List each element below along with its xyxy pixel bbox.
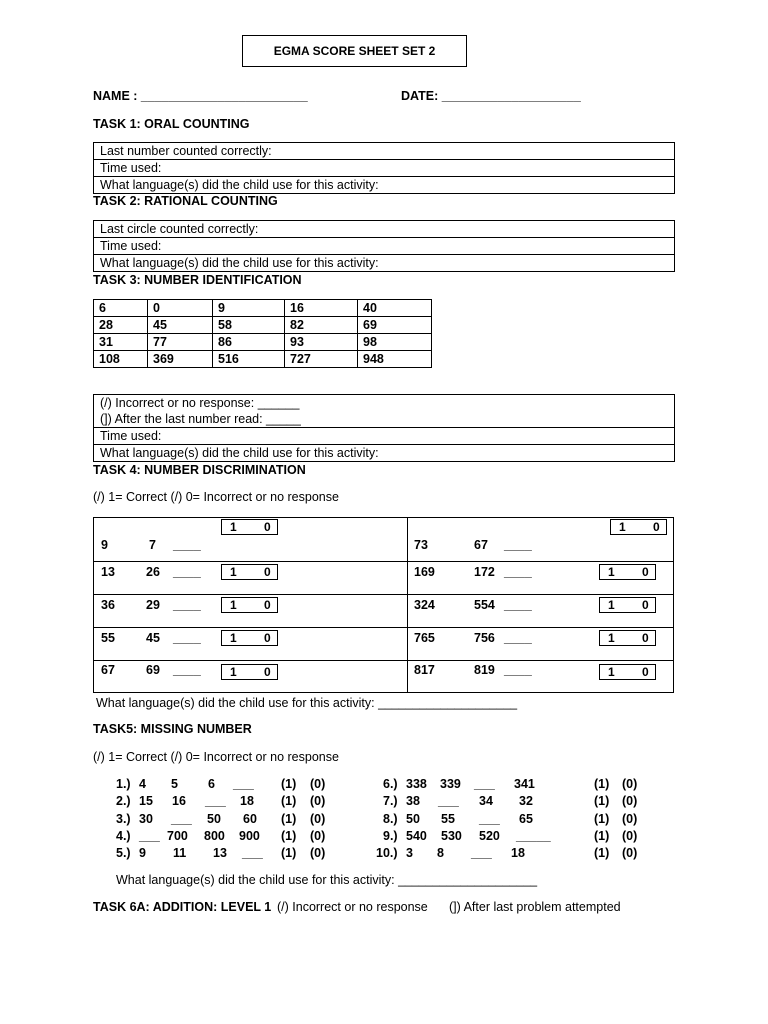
- grid-cell: 82: [285, 317, 358, 334]
- pair-left-3-b: 29: [146, 598, 160, 612]
- date-field-label: DATE: ____________________: [401, 89, 581, 103]
- answer-blank[interactable]: ____: [504, 565, 532, 579]
- task4-discrimination-table: [93, 517, 674, 693]
- pair-left-4-a: 55: [101, 631, 115, 645]
- task1-row-last-number: Last number counted correctly:: [94, 143, 675, 160]
- answer-blank[interactable]: ____: [504, 598, 532, 612]
- score-box[interactable]: 1 0: [599, 597, 656, 613]
- pair-right-2-b: 172: [474, 565, 495, 579]
- task1-table: [93, 142, 675, 194]
- grid-cell: 31: [94, 334, 148, 351]
- pair-right-4-b: 756: [474, 631, 495, 645]
- grid-cell: 86: [213, 334, 285, 351]
- score-box[interactable]: 1 0: [599, 664, 656, 680]
- grid-cell: 58: [213, 317, 285, 334]
- grid-cell: 45: [148, 317, 213, 334]
- task4-legend: (/) 1= Correct (/) 0= Incorrect or no response: [93, 490, 339, 504]
- task5-language-line: What language(s) did the child use for this activity: ____________________: [116, 873, 538, 887]
- task4-language-line: What language(s) did the child use for this activity: ____________________: [96, 696, 518, 710]
- pair-left-5-b: 69: [146, 663, 160, 677]
- task1-row-language: What language(s) did the child use for this activity:: [94, 177, 675, 194]
- pair-left-2-b: 26: [146, 565, 160, 579]
- score-box[interactable]: 1 0: [599, 630, 656, 646]
- grid-cell: 98: [358, 334, 432, 351]
- answer-blank[interactable]: ____: [173, 598, 201, 612]
- pair-left-3-a: 36: [101, 598, 115, 612]
- task6a-note-last-problem: (]) After last problem attempted: [449, 900, 621, 914]
- task1-row-time: Time used:: [94, 160, 675, 177]
- task3-row-language: What language(s) did the child use for this activity:: [94, 445, 675, 462]
- answer-blank[interactable]: ____: [173, 565, 201, 579]
- grid-cell: 369: [148, 351, 213, 368]
- grid-cell: 69: [358, 317, 432, 334]
- task6a-heading: TASK 6A: ADDITION: LEVEL 1: [93, 900, 272, 914]
- grid-cell: 948: [358, 351, 432, 368]
- score-box[interactable]: 1 0: [599, 564, 656, 580]
- answer-blank[interactable]: ____: [173, 631, 201, 645]
- grid-cell: 6: [94, 300, 148, 317]
- task2-heading: TASK 2: RATIONAL COUNTING: [93, 194, 278, 208]
- grid-cell: 77: [148, 334, 213, 351]
- pair-left-2-a: 13: [101, 565, 115, 579]
- pair-right-3-b: 554: [474, 598, 495, 612]
- pair-right-5-b: 819: [474, 663, 495, 677]
- task6a-note-incorrect: (/) Incorrect or no response: [277, 900, 428, 914]
- pair-right-5-a: 817: [414, 663, 435, 677]
- pair-left-5-a: 67: [101, 663, 115, 677]
- task3-heading: TASK 3: NUMBER IDENTIFICATION: [93, 273, 302, 287]
- task3-number-grid: [93, 299, 432, 368]
- pair-right-3-a: 324: [414, 598, 435, 612]
- task3-row-incorrect: (/) Incorrect or no response: ______: [94, 395, 675, 412]
- pair-right-1-a: 73: [414, 538, 428, 552]
- pair-right-1-b: 67: [474, 538, 488, 552]
- name-field-label: NAME : ________________________: [93, 89, 308, 103]
- score-box[interactable]: 1 0: [221, 564, 278, 580]
- grid-cell: 9: [213, 300, 285, 317]
- task3-row-last-read: (]) After the last number read: _____: [94, 411, 675, 428]
- pair-right-2-a: 169: [414, 565, 435, 579]
- task1-heading: TASK 1: ORAL COUNTING: [93, 117, 250, 131]
- grid-cell: 516: [213, 351, 285, 368]
- pair-left-1-a: 9: [101, 538, 108, 552]
- task2-table: [93, 220, 675, 272]
- answer-blank[interactable]: ____: [504, 538, 532, 552]
- answer-blank[interactable]: ____: [173, 663, 201, 677]
- grid-cell: 93: [285, 334, 358, 351]
- task4-heading: TASK 4: NUMBER DISCRIMINATION: [93, 463, 306, 477]
- score-box[interactable]: 1 0: [221, 519, 278, 535]
- pair-left-1-b: 7: [149, 538, 156, 552]
- score-box[interactable]: 1 0: [221, 664, 278, 680]
- task5-legend: (/) 1= Correct (/) 0= Incorrect or no response: [93, 750, 339, 764]
- pair-right-4-a: 765: [414, 631, 435, 645]
- grid-cell: 108: [94, 351, 148, 368]
- task2-row-time: Time used:: [94, 238, 675, 255]
- answer-blank[interactable]: ____: [504, 663, 532, 677]
- task5-heading: TASK5: MISSING NUMBER: [93, 722, 252, 736]
- task2-row-language: What language(s) did the child use for this activity:: [94, 255, 675, 272]
- task3-row-time: Time used:: [94, 428, 675, 445]
- pair-left-4-b: 45: [146, 631, 160, 645]
- grid-cell: 40: [358, 300, 432, 317]
- task3-info-table: [93, 394, 675, 462]
- task2-row-last-circle: Last circle counted correctly:: [94, 221, 675, 238]
- score-box[interactable]: 1 0: [221, 630, 278, 646]
- grid-cell: 727: [285, 351, 358, 368]
- score-box[interactable]: 1 0: [221, 597, 278, 613]
- grid-cell: 16: [285, 300, 358, 317]
- sheet-title: EGMA SCORE SHEET SET 2: [242, 35, 467, 67]
- grid-cell: 28: [94, 317, 148, 334]
- answer-blank[interactable]: ____: [504, 631, 532, 645]
- grid-cell: 0: [148, 300, 213, 317]
- answer-blank[interactable]: ____: [173, 538, 201, 552]
- score-box[interactable]: 1 0: [610, 519, 667, 535]
